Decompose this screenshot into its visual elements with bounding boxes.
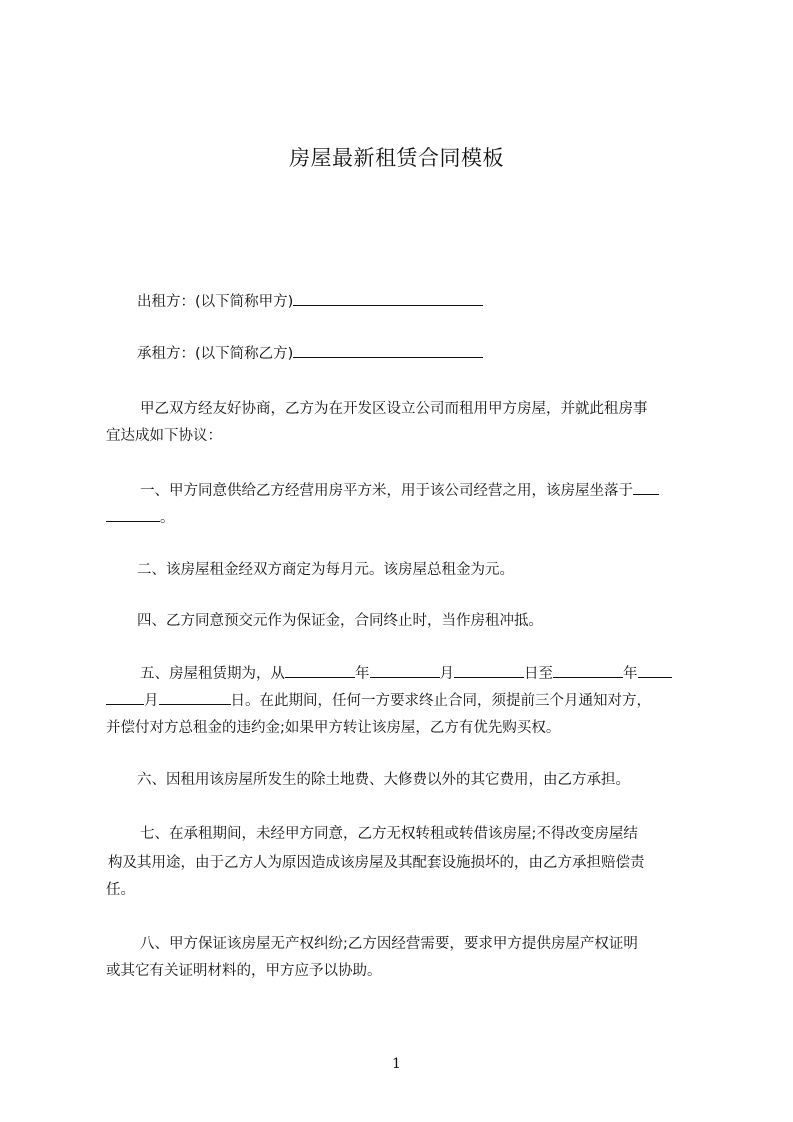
clause-1-line-1 xyxy=(140,477,740,505)
document-title: 房屋最新租赁合同模板 xyxy=(289,146,504,170)
clause-8-line-1: 八、甲方保证该房屋无产权纠纷;乙方因经营需要，要求甲方提供房屋产权证明 xyxy=(140,936,638,952)
location-blank-a[interactable] xyxy=(633,480,659,495)
clause-8-line-2: 或其它有关证明材料的，甲方应予以协助。 xyxy=(106,963,382,979)
lessor-line xyxy=(137,288,737,316)
clause-5-line-3: 并偿付对方总租金的违约金;如果甲方转让该房屋，乙方有优先购买权。 xyxy=(106,720,561,736)
start-year-blank[interactable] xyxy=(285,663,355,678)
start-month-blank[interactable] xyxy=(370,663,440,678)
clause-1-line-2 xyxy=(106,504,706,532)
clause-5-day-to: 日至 xyxy=(524,666,553,682)
lessee-blank[interactable] xyxy=(293,343,483,358)
lessor-label: 出租方：(以下简称甲方) xyxy=(137,294,294,310)
clause-5-month-2: 月 xyxy=(144,693,159,709)
start-day-blank[interactable] xyxy=(454,663,524,678)
clause-6: 六、因租用该房屋所发生的除土地费、大修费以外的其它费用，由乙方承担。 xyxy=(137,772,630,788)
end-year-blank[interactable] xyxy=(553,663,623,678)
end-day-blank[interactable] xyxy=(159,690,231,705)
location-blank-b[interactable] xyxy=(106,507,160,522)
intro-line-1: 甲乙双方经友好协商，乙方为在开发区设立公司而租用甲方房屋，并就此租房事 xyxy=(140,401,648,417)
clause-5-line-1 xyxy=(140,660,740,688)
clause-1-end: 。 xyxy=(160,510,175,526)
clause-4: 四、乙方同意预交元作为保证金，合同终止时，当作房租冲抵。 xyxy=(137,613,543,629)
intro-line-2: 宜达成如下协议： xyxy=(106,428,222,444)
lessor-blank[interactable] xyxy=(293,291,483,306)
clause-5-prefix: 五、房屋租赁期为，从 xyxy=(140,666,285,682)
lessee-line xyxy=(137,340,737,368)
clause-1-text: 一、甲方同意供给乙方经营用房平方米，用于该公司经营之用，该房屋坐落于 xyxy=(140,483,633,499)
clause-5-line-2 xyxy=(106,687,706,715)
clause-5-line-2-rest: 日。在此期间，任何一方要求终止合同，须提前三个月通知对方， xyxy=(230,693,651,709)
page-number: 1 xyxy=(392,1056,401,1072)
clause-7-line-2: 构及其用途，由于乙方人为原因造成该房屋及其配套设施损坏的，由乙方承担赔偿责 xyxy=(108,855,645,871)
end-month-blank-b[interactable] xyxy=(106,690,144,705)
clause-7-line-1: 七、在承租期间，未经甲方同意，乙方无权转租或转借该房屋;不得改变房屋结 xyxy=(140,826,638,842)
clause-5-year: 年 xyxy=(355,666,370,682)
lessee-label: 承租方：(以下简称乙方) xyxy=(137,346,294,362)
clause-5-month: 月 xyxy=(439,666,454,682)
clause-5-year-2: 年 xyxy=(623,666,638,682)
clause-7-line-3: 任。 xyxy=(106,882,135,898)
clause-2: 二、该房屋租金经双方商定为每月元。该房屋总租金为元。 xyxy=(137,562,514,578)
end-month-blank-a[interactable] xyxy=(638,663,672,678)
